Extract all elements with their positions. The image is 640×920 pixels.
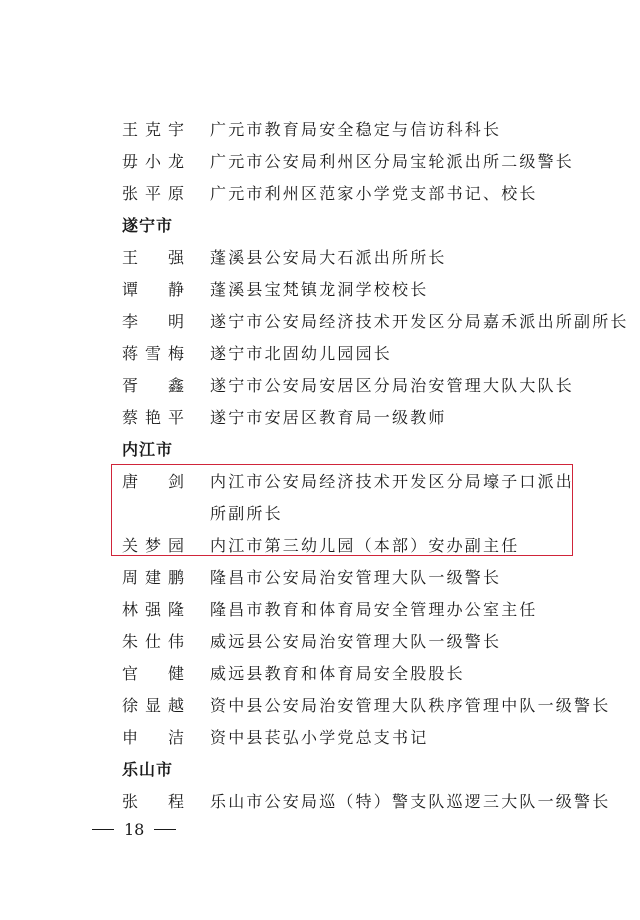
person-title: 遂宁市公安局经济技术开发区分局嘉禾派出所副所长	[210, 312, 629, 331]
page-footer	[92, 820, 176, 839]
list-item	[122, 562, 592, 594]
person-title: 资中县公安局治安管理大队秩序管理中队一级警长	[210, 696, 611, 715]
person-title: 资中县苌弘小学党总支书记	[210, 728, 429, 747]
city-heading	[122, 210, 592, 242]
person-title: 隆昌市教育和体育局安全管理办公室主任	[210, 600, 538, 619]
person-title: 蓬溪县宝梵镇龙洞学校校长	[210, 280, 429, 299]
person-title: 广元市利州区范家小学党支部书记、校长	[210, 184, 538, 203]
page-number: 18	[124, 820, 145, 839]
list-item	[122, 338, 592, 370]
person-name: 李明	[122, 312, 184, 331]
list-item	[122, 594, 592, 626]
person-name: 徐显越	[122, 696, 184, 715]
person-title: 广元市教育局安全稳定与信访科科长	[210, 120, 502, 139]
list-item	[122, 114, 592, 146]
list-item	[122, 274, 592, 306]
list-item	[122, 786, 611, 818]
city-heading	[122, 434, 592, 466]
person-title: 内江市公安局经济技术开发区分局壕子口派出所副所长	[210, 472, 575, 523]
person-title: 遂宁市北固幼儿园园长	[210, 344, 393, 363]
city-name: 内江市	[122, 440, 174, 459]
list-item	[122, 722, 592, 754]
city-name: 遂宁市	[122, 216, 174, 235]
list-item	[122, 306, 629, 338]
person-name: 王克宇	[122, 120, 184, 139]
footer-dash-left	[92, 829, 114, 830]
person-title: 乐山市公安局巡（特）警支队巡逻三大队一级警长	[210, 792, 611, 811]
person-name: 官健	[122, 664, 184, 683]
person-title: 威远县教育和体育局安全股股长	[210, 664, 465, 683]
person-name: 谭静	[122, 280, 184, 299]
person-title: 威远县公安局治安管理大队一级警长	[210, 632, 502, 651]
list-item	[122, 178, 592, 210]
person-title: 隆昌市公安局治安管理大队一级警长	[210, 568, 502, 587]
person-title: 遂宁市安居区教育局一级教师	[210, 408, 447, 427]
person-name: 张程	[122, 792, 184, 811]
list-item	[122, 146, 592, 178]
person-name: 林强隆	[122, 600, 184, 619]
highlight-box	[111, 464, 573, 556]
person-title: 内江市第三幼儿园（本部）安办副主任	[210, 536, 520, 555]
person-title: 遂宁市公安局安居区分局治安管理大队大队长	[210, 376, 575, 395]
list-item	[122, 658, 592, 690]
person-name: 朱仕伟	[122, 632, 184, 651]
person-name: 毋小龙	[122, 152, 184, 171]
person-name: 张平原	[122, 184, 184, 203]
city-name: 乐山市	[122, 760, 174, 779]
person-title: 广元市公安局利州区分局宝轮派出所二级警长	[210, 152, 575, 171]
list-item	[122, 402, 592, 434]
person-name: 关梦园	[122, 536, 184, 555]
person-name: 周建鹏	[122, 568, 184, 587]
list-item	[122, 242, 592, 274]
person-name: 胥鑫	[122, 376, 184, 395]
list-item	[122, 370, 592, 402]
person-name: 申洁	[122, 728, 184, 747]
footer-dash-right	[154, 829, 176, 830]
person-name: 唐剑	[122, 472, 184, 491]
list-item	[122, 626, 592, 658]
person-name: 蔡艳平	[122, 408, 184, 427]
person-name: 蒋雪梅	[122, 344, 184, 363]
person-title: 蓬溪县公安局大石派出所所长	[210, 248, 447, 267]
city-heading	[122, 754, 592, 786]
person-name: 王强	[122, 248, 184, 267]
list-item	[122, 690, 611, 722]
